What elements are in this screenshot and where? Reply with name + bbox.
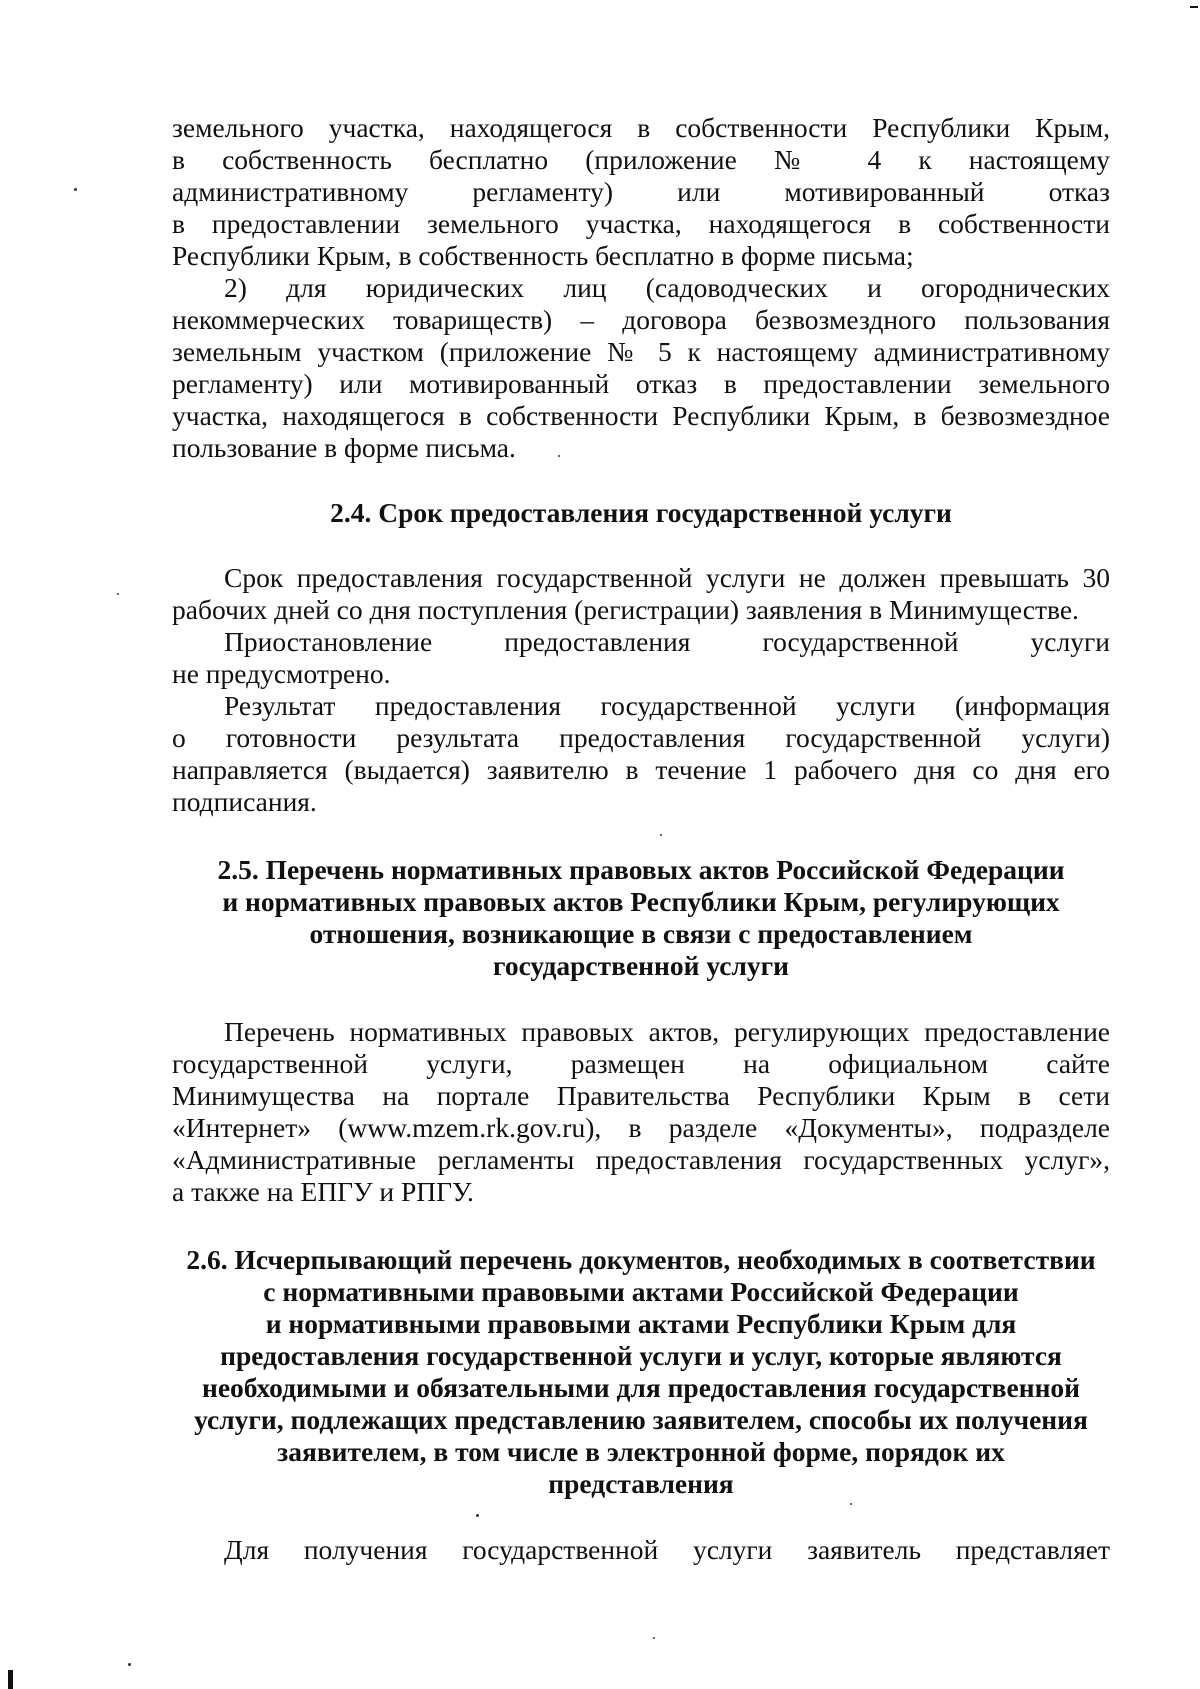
scan-edge-mark [8, 1670, 13, 1689]
text-line: пользование в форме письма. [172, 432, 516, 463]
section-heading-2-6 [172, 1244, 1110, 1500]
scan-speck [558, 455, 560, 457]
text-line: Срок предоставления государственной услуги не должен превышать 30 [224, 562, 1110, 593]
paragraph-2-4-term [172, 562, 1110, 626]
text-line: административному регламенту) или мотивированный отказ [172, 176, 1110, 207]
paragraph-2-4-suspension [172, 626, 1110, 690]
text-line: в собственность бесплатно (приложение № 4 к настоящему [172, 144, 1110, 175]
text-line: Для получения государственной услуги заявитель представляет [224, 1534, 1110, 1565]
text-line: «Административные регламенты предоставления государственных услуг», [172, 1144, 1110, 1175]
section-heading-2-4: 2.4. Срок предоставления государственной услуги [330, 497, 952, 528]
paragraph-2-4-result [172, 690, 1110, 818]
heading-line: и нормативными правовыми актами Республики Крым для [265, 1308, 1017, 1339]
paragraph-2-5-legal-acts [172, 1016, 1110, 1208]
heading-line: предоставления государственной услуги и услуг, которые являются [220, 1340, 1062, 1371]
scan-speck [653, 1637, 655, 1639]
scan-speck [660, 834, 662, 836]
scan-speck [117, 593, 119, 595]
text-line: регламенту) или мотивированный отказ в предоставлении земельного [172, 368, 1110, 399]
text-line: а также на ЕПГУ и РПГУ. [172, 1176, 474, 1207]
text-line: о готовности результата предоставления государственной услуги) [172, 722, 1110, 753]
paragraph-item-2 [172, 272, 1110, 464]
heading-line: государственной услуги [493, 950, 789, 981]
heading-line: представления [548, 1468, 734, 1499]
paragraph-2-6-documents [172, 1534, 1110, 1566]
text-line: участка, находящегося в собственности Республики Крым, в безвозмездное [172, 400, 1110, 431]
heading-line: заявителем, в том числе в электронной форме, порядок их [277, 1436, 1005, 1467]
text-line: не предусмотрено. [172, 658, 391, 689]
text-line: подписания. [172, 786, 317, 817]
text-line: рабочих дней со дня поступления (регистрации) заявления в Минимуществе. [172, 594, 1079, 625]
text-line: земельным участком (приложение № 5 к настоящему административному [172, 336, 1110, 367]
scan-speck [476, 1514, 479, 1517]
scan-speck [128, 1663, 131, 1666]
heading-line: необходимыми и обязательными для предоставления государственной [201, 1372, 1081, 1403]
text-line: некоммерческих товариществ) – договора безвозмездного пользования [172, 304, 1110, 335]
scan-edge-mark [1190, 6, 1198, 8]
text-line: 2) для юридических лиц (садоводческих и огороднических [224, 272, 1110, 303]
scan-speck [850, 1503, 852, 1505]
heading-line: с нормативными правовыми актами Российской Федерации [263, 1276, 1019, 1307]
text-line: направляется (выдается) заявителю в течение 1 рабочего дня со дня его [172, 754, 1110, 785]
text-line: Республики Крым, в собственность бесплатно в форме письма; [172, 240, 914, 271]
text-line: «Интернет» (www.mzem.rk.gov.ru), в разделе «Документы», подразделе [172, 1112, 1110, 1143]
text-line: земельного участка, находящегося в собственности Республики Крым, [172, 112, 1110, 143]
heading-line: отношения, возникающие в связи с предоставлением [309, 918, 973, 949]
text-line: Приостановление предоставления государственной услуги [224, 626, 1110, 657]
text-line: в предоставлении земельного участка, находящегося в собственности [172, 208, 1110, 239]
text-line: Результат предоставления государственной услуги (информация [224, 690, 1110, 721]
heading-line: услуги, подлежащих представлению заявителем, способы их получения [194, 1404, 1088, 1435]
heading-line: и нормативных правовых актов Республики Крым, регулирующих [222, 886, 1060, 917]
section-heading-2-5 [172, 854, 1110, 982]
text-line: Перечень нормативных правовых актов, регулирующих предоставление [224, 1016, 1110, 1047]
text-line: государственной услуги, размещен на официальном сайте [172, 1048, 1110, 1079]
heading-line: 2.6. Исчерпывающий перечень документов, необходимых в соответствии [186, 1244, 1096, 1275]
text-line: Минимущества на портале Правительства Республики Крым в сети [172, 1080, 1110, 1111]
heading-line: 2.5. Перечень нормативных правовых актов Российской Федерации [217, 854, 1065, 885]
paragraph-item-1-continuation [172, 112, 1110, 272]
scan-speck [74, 188, 77, 191]
